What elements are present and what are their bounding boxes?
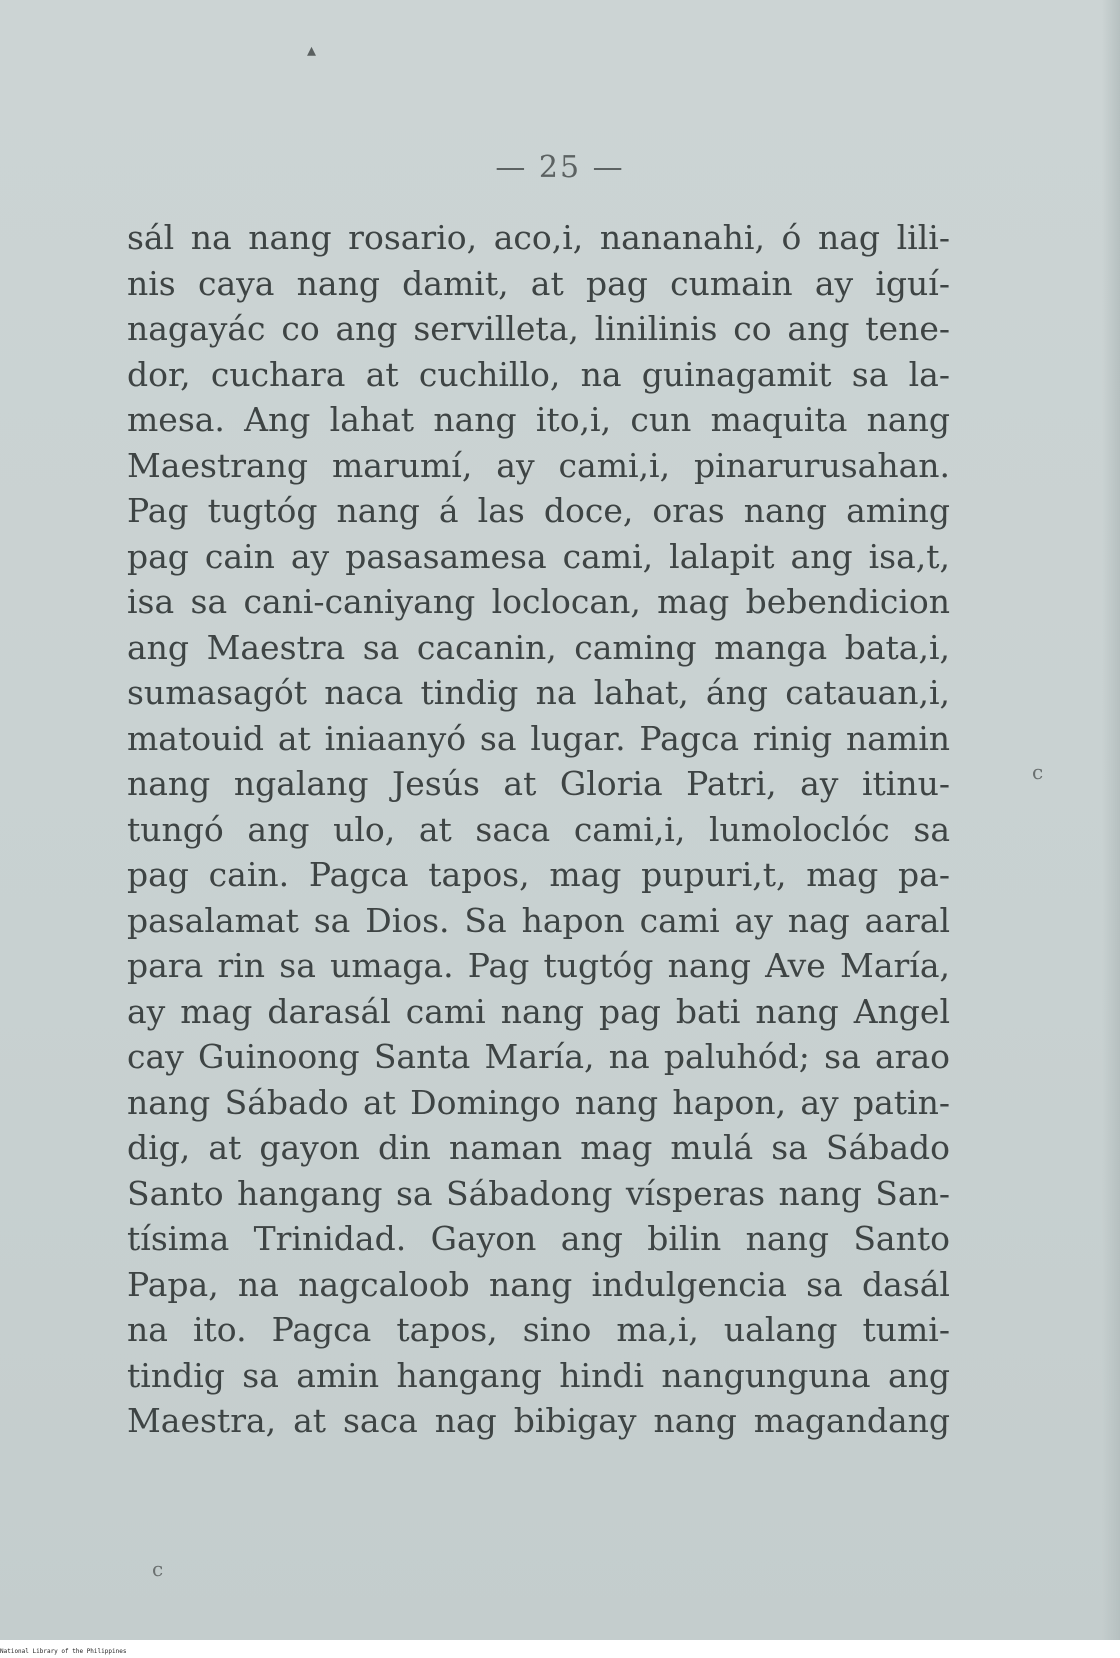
text-line: mesa. Ang lahat nang ito,i, cun maquita nang: [127, 400, 950, 439]
page-number: — 25 —: [495, 150, 625, 185]
text-line: nis caya nang damit, at pag cumain ay iguí-: [127, 263, 950, 303]
text-line: cay Guinoong Santa María, na paluhód; sa arao: [127, 1037, 950, 1076]
text-line: nang Sábado at Domingo nang hapon, ay patin-: [127, 1082, 950, 1122]
text-line: nang ngalang Jesús at Gloria Patri, ay itinu-: [127, 764, 950, 803]
text-line: nagayác co ang servilleta, linilinis co ang tene-: [127, 309, 950, 348]
text-line: ang Maestra sa cacanin, caming manga bata,i,: [127, 627, 950, 667]
scan-edge-shadow: [1102, 0, 1120, 1640]
text-line: matouid at iniaanyó sa lugar. Pagca rinig namin: [127, 718, 950, 758]
text-line: tindig sa amin hangang hindi nangunguna ang: [127, 1355, 950, 1395]
text-line: pasalamat sa Dios. Sa hapon cami ay nag aaral: [127, 900, 950, 940]
text-line: dig, at gayon din naman mag mulá sa Sábado: [127, 1128, 950, 1167]
margin-mark: c: [152, 1557, 164, 1581]
text-line: sál na nang rosario, aco,i, nananahi, ó nag lili-: [127, 218, 950, 257]
footer-band: [0, 1640, 1120, 1658]
text-line: Maestra, at saca nag bibigay nang magandang: [127, 1401, 950, 1440]
library-credit: National Library of the Philippines: [0, 1648, 127, 1655]
text-line: Santo hangang sa Sábadong vísperas nang San-: [127, 1173, 950, 1213]
text-line: pag cain ay pasasamesa cami, lalapit ang isa,t,: [127, 536, 950, 576]
text-line: tungó ang ulo, at saca cami,i, lumoloclóc sa: [127, 809, 950, 849]
text-line: isa sa cani-caniyang loclocan, mag bebendicion: [127, 582, 950, 621]
text-line: Pag tugtóg nang á las doce, oras nang aming: [127, 491, 950, 530]
text-line: Papa, na nagcaloob nang indulgencia sa dasál: [127, 1264, 950, 1304]
text-line: sumasagót naca tindig na lahat, áng catauan,i,: [127, 673, 950, 712]
text-line: Maestrang marumí, ay cami,i, pinarurusahan.: [127, 445, 950, 485]
text-line: dor, cuchara at cuchillo, na guinagamit sa la-: [127, 354, 950, 394]
text-line: tísima Trinidad. Gayon ang bilin nang Santo: [127, 1219, 950, 1258]
body-text: [127, 215, 950, 1444]
text-line: para rin sa umaga. Pag tugtóg nang Ave María,: [127, 946, 950, 985]
text-line: na ito. Pagca tapos, sino ma,i, ualang tumi-: [127, 1310, 950, 1349]
margin-mark: c: [1032, 760, 1044, 784]
text-line: pag cain. Pagca tapos, mag pupuri,t, mag pa-: [127, 855, 950, 894]
ink-speck: ▴: [307, 40, 317, 61]
text-line: ay mag darasál cami nang pag bati nang Angel: [127, 991, 950, 1031]
